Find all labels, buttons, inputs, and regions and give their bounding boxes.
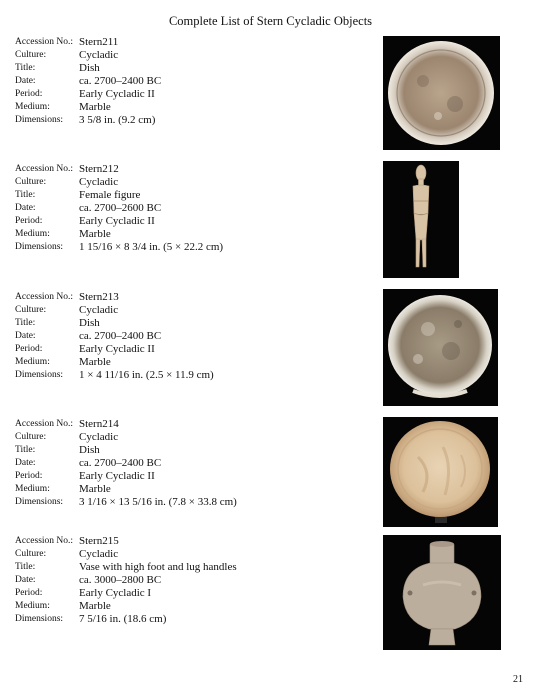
date-value: ca. 2700–2400 BC <box>79 457 162 469</box>
accession-value: Stern214 <box>79 418 119 430</box>
medium-value: Marble <box>79 483 111 495</box>
accession-label: Accession No.: <box>15 419 74 429</box>
period-value: Early Cycladic II <box>79 88 155 100</box>
date-label: Date: <box>15 458 36 468</box>
accession-value: Stern213 <box>79 291 119 303</box>
date-label: Date: <box>15 331 36 341</box>
title-value: Female figure <box>79 189 141 201</box>
culture-value: Cycladic <box>79 304 119 316</box>
vase-photo <box>383 535 501 650</box>
period-value: Early Cycladic II <box>79 343 155 355</box>
dimensions-label: Dimensions: <box>15 614 64 624</box>
culture-value: Cycladic <box>79 431 119 443</box>
period-value: Early Cycladic II <box>79 215 155 227</box>
culture-label: Culture: <box>15 305 47 315</box>
period-label: Period: <box>15 344 43 354</box>
period-label: Period: <box>15 588 43 598</box>
date-value: ca. 2700–2400 BC <box>79 75 162 87</box>
date-value: ca. 2700–2400 BC <box>79 330 162 342</box>
title-label: Title: <box>15 562 36 572</box>
culture-label: Culture: <box>15 432 47 442</box>
culture-value: Cycladic <box>79 176 119 188</box>
culture-label: Culture: <box>15 549 47 559</box>
accession-label: Accession No.: <box>15 292 74 302</box>
object-entry-stern214 <box>15 418 355 509</box>
object-entry-stern212 <box>15 163 355 254</box>
medium-value: Marble <box>79 600 111 612</box>
dimensions-value: 3 1/16 × 13 5/16 in. (7.8 × 33.8 cm) <box>79 496 237 508</box>
title-label: Title: <box>15 190 36 200</box>
accession-value: Stern215 <box>79 535 119 547</box>
medium-value: Marble <box>79 228 111 240</box>
accession-label: Accession No.: <box>15 37 74 47</box>
title-label: Title: <box>15 63 36 73</box>
accession-label: Accession No.: <box>15 164 74 174</box>
accession-label: Accession No.: <box>15 536 74 546</box>
period-label: Period: <box>15 89 43 99</box>
dimensions-value: 1 15/16 × 8 3/4 in. (5 × 22.2 cm) <box>79 241 224 253</box>
culture-value: Cycladic <box>79 548 119 560</box>
accession-value: Stern212 <box>79 163 119 175</box>
medium-label: Medium: <box>15 601 50 611</box>
dimensions-label: Dimensions: <box>15 115 64 125</box>
dimensions-label: Dimensions: <box>15 370 64 380</box>
period-label: Period: <box>15 216 43 226</box>
title-value: Dish <box>79 317 100 329</box>
date-label: Date: <box>15 575 36 585</box>
page-title: Complete List of Stern Cycladic Objects <box>168 14 373 28</box>
medium-label: Medium: <box>15 102 50 112</box>
dimensions-label: Dimensions: <box>15 242 64 252</box>
period-value: Early Cycladic II <box>79 470 155 482</box>
medium-value: Marble <box>79 101 111 113</box>
female-figure-photo <box>383 161 459 278</box>
title-value: Dish <box>79 444 100 456</box>
dimensions-value: 3 5/8 in. (9.2 cm) <box>79 114 156 126</box>
medium-label: Medium: <box>15 229 50 239</box>
accession-value: Stern211 <box>79 36 119 48</box>
title-label: Title: <box>15 445 36 455</box>
dimensions-value: 7 5/16 in. (18.6 cm) <box>79 613 167 625</box>
dish-photo <box>383 417 498 527</box>
object-entry-stern211 <box>15 36 355 127</box>
medium-label: Medium: <box>15 484 50 494</box>
title-value: Vase with high foot and lug handles <box>79 561 237 573</box>
culture-value: Cycladic <box>79 49 119 61</box>
object-entry-stern213 <box>15 291 355 382</box>
title-value: Dish <box>79 62 100 74</box>
period-label: Period: <box>15 471 43 481</box>
dish-photo <box>383 289 498 406</box>
culture-label: Culture: <box>15 50 47 60</box>
dimensions-value: 1 × 4 11/16 in. (2.5 × 11.9 cm) <box>79 369 214 381</box>
dish-photo <box>383 36 500 150</box>
date-label: Date: <box>15 76 36 86</box>
medium-value: Marble <box>79 356 111 368</box>
date-value: ca. 3000–2800 BC <box>79 574 162 586</box>
object-entry-stern215 <box>15 535 355 626</box>
culture-label: Culture: <box>15 177 47 187</box>
date-label: Date: <box>15 203 36 213</box>
medium-label: Medium: <box>15 357 50 367</box>
dimensions-label: Dimensions: <box>15 497 64 507</box>
title-label: Title: <box>15 318 36 328</box>
date-value: ca. 2700–2600 BC <box>79 202 162 214</box>
period-value: Early Cycladic I <box>79 587 152 599</box>
page-number: 21 <box>513 674 523 685</box>
